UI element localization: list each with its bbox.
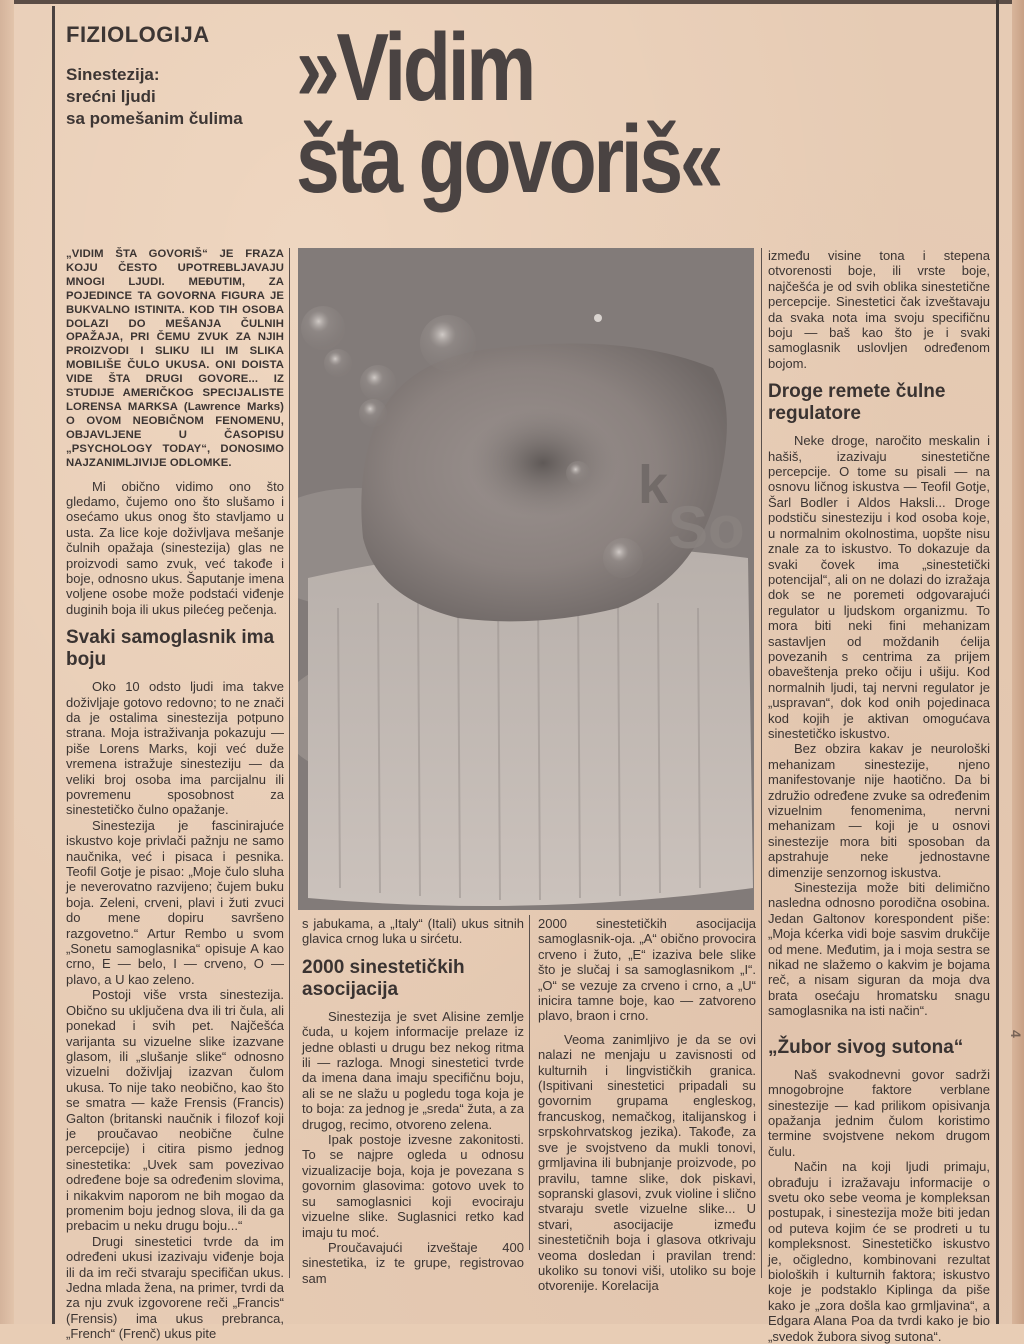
body-paragraph: Mi obično vidimo ono što gledamo, čujemo ono što slušamo i osećamo ukus onog što stavljamo u usta. Za lice koje doživljava mešanje čulnih opažaja (sinestezija) glas ne proizvodi samo zvuk, već takođe i boje, odnosno ukus. Šaputanje imena voljene osobe može podstaći viđenje duginih boja ili ukus pilećeg pečenja. (66, 478, 284, 617)
lead-paragraph: „VIDIM ŠTA GOVORIŠ“ JE FRAZA KOJU ČESTO UPOTREBLJAVAJU MNOGI LJUDI. MEĐUTIM, ZA POJEDINCE TA GOVORNA FIGURA JE BUKVALNO ISTINITA. KOD TIH OSOBA DOLAZI DO MEŠANJA ČULNIH OPAŽAJA, PRI ČEMU ZVUK ZA NJIH PROIZVODI I SLIKU ILI IM SLIKA MOBILIŠE ČULO UKUSA. ONI DOISTA VIDE ŠTA DRUGI GOVORE... IZ STUDIJE AMERIČKOG SPECIJALISTE LORENSA MARKSA (Lawrence Marks) O OVOM NEOBIČNOM FENOMENU, OBJAVLJENE U ČASOPISU „PSYCHOLOGY TODAY“, DONOSIMO NAJZANIMLJIVIJE ODLOMKE. (66, 248, 284, 469)
column-rule (529, 915, 530, 1250)
apple-bite (468, 408, 618, 518)
body-paragraph: Proučavajući izveštaje 400 sinestetika, iz te grupe, registrovao sam (302, 1239, 524, 1286)
article-illustration (298, 248, 754, 910)
body-paragraph: s jabukama, a „Italy“ (Itali) ukus sitnih glavica crnog luka u sirćetu. (302, 916, 524, 947)
headline-line-1: »Vidim (296, 14, 534, 121)
floating-letter-k: k (638, 455, 669, 515)
subheading: Droge remete čulne regulatore (768, 381, 946, 425)
column-3 (538, 916, 756, 1294)
column-rule (761, 248, 762, 1278)
body-paragraph: Način na koji ljudi primaju, obrađuju i izražavaju informacije o svetu oko sebe veoma je kompleksan postupak, i sinestezija može biti jedan od puteva kojim će se prodreti u tu kompleksnost. Sinestetičko iskustvo je, očigledno, kombinovani rezultat bioloških i kulturnih faktora; iskustvo koje je podstaklo Kiplinga da piše kako je „zora došla kao grmljavina“, a Edgara Alana Poa da tvrdi kako je bio „svedok žubora sivog sutona“. (768, 1159, 990, 1344)
body-paragraph: Sinestezija može biti delimično nasledna odnosno porodična osobina. Jedan Galtonov korespondent piše: „Moja kćerka vidi boje sasvim drukčije od mene. Međutim, ja i moja sestra se nikad ne slažemo o kakvim je bojama reč, a nisam siguran da moja dva brata osećaju hromatsku snagu samoglasnika na isti način“. (768, 880, 990, 1019)
body-paragraph: Veoma zanimljivo je da se ovi nalazi ne menjaju u zavisnosti od kulturnih i lingvističkih granica. (Ispitivani sinestetici pripadali su govornim grupama engleskog, francuskog, nemačkog, italijanskog i srpskohrvatskog jezika). Takođe, za sve je svojstveno da mukli tonovi, grmljavina ili bubnjanje proizvode, po pravilu, tamne slike, dok piskavi, sopranski glasovi, zvuk violine i slično stvaraju svetle vizuelne slike... U stvari, asocijacije između sinestetičnih boja i glasova otkrivaju veoma dosledan i pravilan trend: ukoliko su tonovi viši, utoliko su boje otvorenije. Korelacija (538, 1031, 756, 1294)
kicker-line: sa pomešanim čulima (66, 109, 243, 128)
binding-gutter (0, 0, 14, 1324)
right-border-rule (996, 0, 999, 1324)
body-paragraph: Bez obzira kakav je neurološki mehanizam sinestezije, njeno manifestovanje nije haotično. Da bi združio određene zvuke sa određenim vizuelnim fenomenima, nervni mehanizam — koji je u osnovi sinestezije mora biti sposoban da apstrahuje neke jednostavne dimenzije senzornog iskustva. (768, 741, 990, 880)
kicker (66, 64, 286, 130)
subheading: 2000 sinestetičkih asocijacija (302, 956, 465, 1000)
body-paragraph: 2000 sinestetičkih asocijacija samoglasnik-oja. „A“ obično provocira crveno i žuto, „E“ izaziva bele slike što je slučaj i sa samoglasnikom „I“. „O“ se vezuje za crveno i crno, a „U“ inicira tamne boje, kao — zatvoreno plavo, braon i crno. (538, 916, 756, 1024)
body-paragraph: Sinestezija je fascinirajuće iskustvo koje privlači pažnju ne samo naučnika, već i pisaca i pesnika. Teofil Gotje je pisao: „Moje čulo sluha je neverovatno razvijeno; čujem buku boja. Zeleni, crveni, plavi i žuti zvuci do mene dopiru savršeno razgovetno.“ Artur Rembo u svom „Sonetu samoglasnika“ opisuje A kao crno, E — belo, I — crveno, O — plavo, a U kao zeleno. (66, 817, 284, 987)
kicker-line: Sinestezija: (66, 65, 160, 84)
body-paragraph: Neke droge, naročito meskalin i hašiš, izazivaju sinestetične percepcije. O tome su pisali — na osnovu ličnog iskustva — Teofil Gotje, Šarl Bodler i Aldos Haksli... Droge podstiču sinesteziju i kod osoba koje, u normalnim okolnostima, uopšte nisu znale za to iskustvo. To dokazuje da svaki čovek ima „sinestetički potencijal“, ali on ne dolazi do izražaja dok se ne poremeti odgovarajući regulator u ljudskom organizmu. To mora biti neki fini mehanizam sastavljen od moždanih ćelija povezanih s centrima za prijem obaveštenja preko očiju i ušiju. Kod normalnih ljudi, taj nervni regulator je „uspravan“, dok kod onih pojedinaca kod kojih je aktivan omogućava sinestetičko iskustvo. (768, 433, 990, 741)
adjacent-page-text: 4 (1008, 1030, 1024, 1040)
column-2 (302, 916, 524, 1286)
column-4 (768, 248, 990, 1344)
body-paragraph: Ipak postoje izvesne zakonitosti. To se najpre ogleda u odnosu vizualizacije boja, koja je povezana s govornim glasovima: gotovo uvek to su samoglasnici koji evociraju vizuelne slike. Suglasnici retko kad imaju tu moć. (302, 1132, 524, 1240)
kicker-line: srećni ljudi (66, 87, 156, 106)
column-rule (289, 248, 290, 1278)
body-paragraph: Naš svakodnevni govor sadrži mnogobrojne faktore verblane sinestezije — kad prilikom opisivanja opažanja jednim čulom koristimo termine svojstvene nekom drugom čulu. (768, 1066, 990, 1159)
floating-letters-so: So (668, 494, 745, 561)
body-paragraph: Oko 10 odsto ljudi ima takve doživljaje gotovo redovno; to ne znači da je ostalima sinestezija potpuno strana. Moja istraživanja pokazuju — piše Lorens Marks, koji već duže vremena istražuje sinesteziju — da veliki broj osoba ima parcijalnu ili povremenu sposobnost za sinestetičko čulno opažanje. (66, 679, 284, 818)
subheading: „Žubor sivog sutona“ (768, 1036, 964, 1058)
column-1 (66, 248, 284, 1342)
subheading: Svaki samoglasnik ima boju (66, 627, 275, 671)
body-paragraph: između visine tona i stepena otvorenosti boje, ili vrste boje, najčešća je od svih oblika sinestetične percepcije. Sinestetici čak izveštavaju da svaka nota ima svoju specifičnu boju — baš kao što je i svaki samoglasnik uslovljen određenom bojom. (768, 248, 990, 371)
left-border-rule (52, 6, 55, 1324)
headline-line-2: šta govoriš« (296, 106, 721, 213)
top-edge (0, 0, 1024, 4)
headline (296, 14, 722, 213)
apple-illustration (298, 248, 754, 910)
body-paragraph: Sinestezija je svet Alisine zemlje čuda, u kojem informacije prelaze iz jedne oblasti u drugu bez nekog ritma ili — razloga. Mnogi sinestetici tvrde da imena dana imaju specifičnu boju, ali se ne slažu u pogledu toga koja je to boja: za jednog je „sreda“ žuta, a za drugog, recimo, otvoreno zelena. (302, 1008, 524, 1132)
section-label: FIZIOLOGIJA (66, 22, 210, 47)
body-paragraph: Postoji više vrsta sinestezija. Obično su uključena dva ili tri čula, ali ponekad i svih pet. Najčešća varijanta su vizuelne slike izazvane glasom, ili „slušanje slike“ odnosno vizuelni doživljaj izazvan čulom ukusa. To nije tako neobično, kao što se smatra — kaže Frensis (Francis) Galton (britanski naučnik i filozof koji je proučavao neobične čulne percepcije) i citira pismo jednog sinestetika: „Uvek sam povezivao određene boje sa određenim slovima, i nikakvim naporom ne bih mogao da promenim boju jednog slova, ili da ga prebacim u neku drugu boju...“ (66, 987, 284, 1234)
body-paragraph: Drugi sinestetici tvrde da im određeni ukusi izazivaju viđenje boja ili da im reči stvaraju specifičan ukus. Jedna mlada žena, na primer, tvrdi da za nju zvuk izgovorene reči „Francis“ (Frensis) ima ukus prebranca, „French“ (Frenč) ukus pite (66, 1233, 284, 1342)
